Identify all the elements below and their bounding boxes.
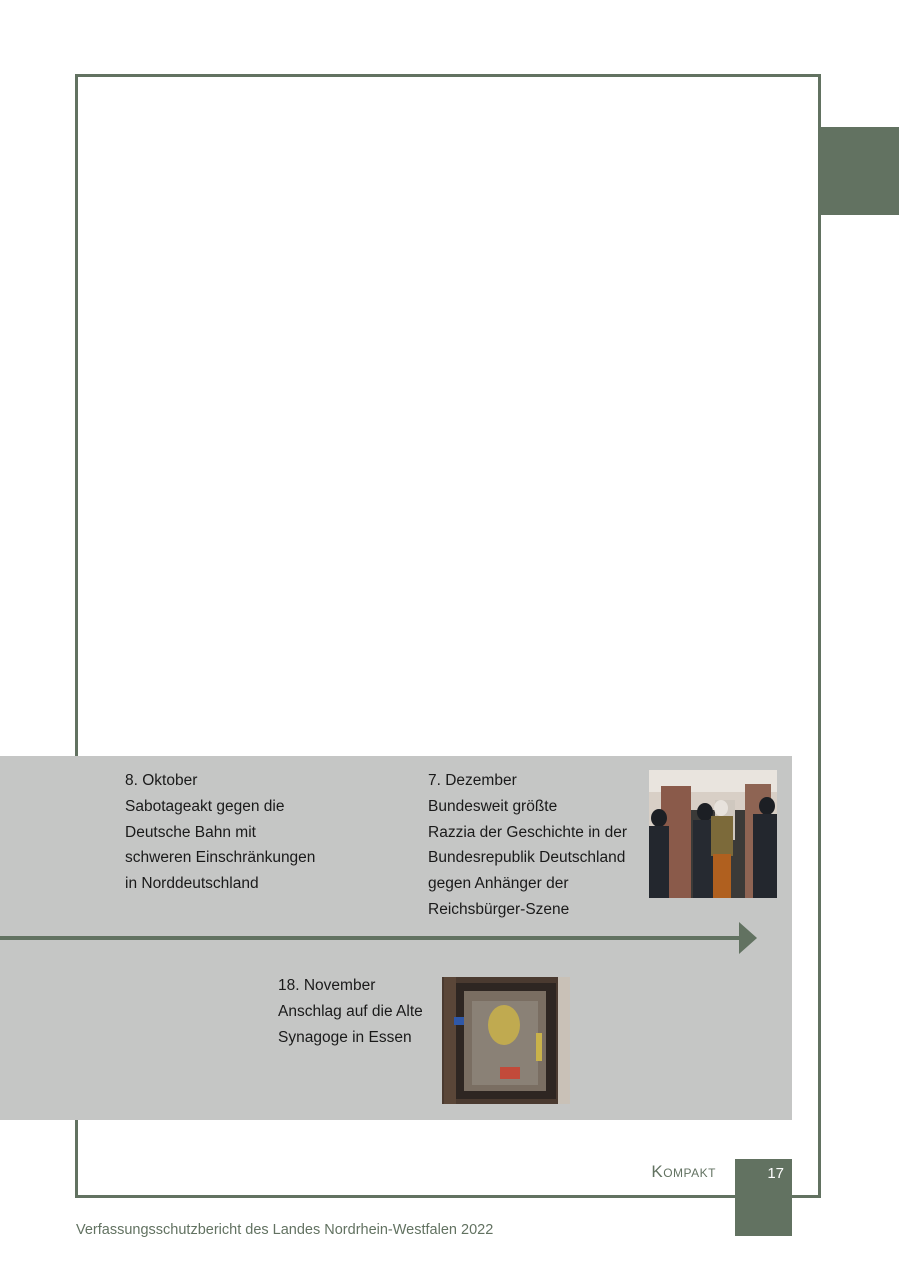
event-line: Bundesweit größte <box>428 797 558 815</box>
report-title-footer: Verfassungsschutzbericht des Landes Nordrhein-Westfalen 2022 <box>76 1222 494 1238</box>
event-line: Synagoge in Essen <box>278 1028 412 1046</box>
timeline-event-dec-7 <box>428 768 627 923</box>
event-line: Anschlag auf die Alte <box>278 1002 423 1020</box>
page-number-box <box>735 1159 792 1236</box>
event-line: schweren Einschränkungen <box>125 849 316 867</box>
raid-photo <box>649 770 777 898</box>
timeline-event-nov-18 <box>278 973 423 1050</box>
synagogue-door-photo <box>442 977 570 1104</box>
event-line: Deutsche Bahn mit <box>125 823 256 841</box>
event-date: 8. Oktober <box>125 772 198 789</box>
chapter-tab <box>821 127 899 215</box>
event-line: gegen Anhänger der <box>428 875 569 893</box>
event-line: Razzia der Geschichte in der <box>428 823 628 841</box>
event-line: Sabotageakt gegen die <box>125 797 285 815</box>
event-date: 7. Dezember <box>428 772 517 789</box>
page-number: 17 <box>767 1165 784 1182</box>
timeline-arrow-head <box>739 922 757 954</box>
event-date: 18. November <box>278 977 376 994</box>
timeline-panel <box>0 756 792 1120</box>
section-label: Kompakt <box>651 1162 716 1181</box>
event-line: in Norddeutschland <box>125 875 259 893</box>
event-line: Bundesrepublik Deutschland <box>428 849 626 867</box>
timeline-arrow-line <box>0 936 740 940</box>
event-line: Reichsbürger-Szene <box>428 900 570 918</box>
timeline-event-oct-8 <box>125 768 315 897</box>
